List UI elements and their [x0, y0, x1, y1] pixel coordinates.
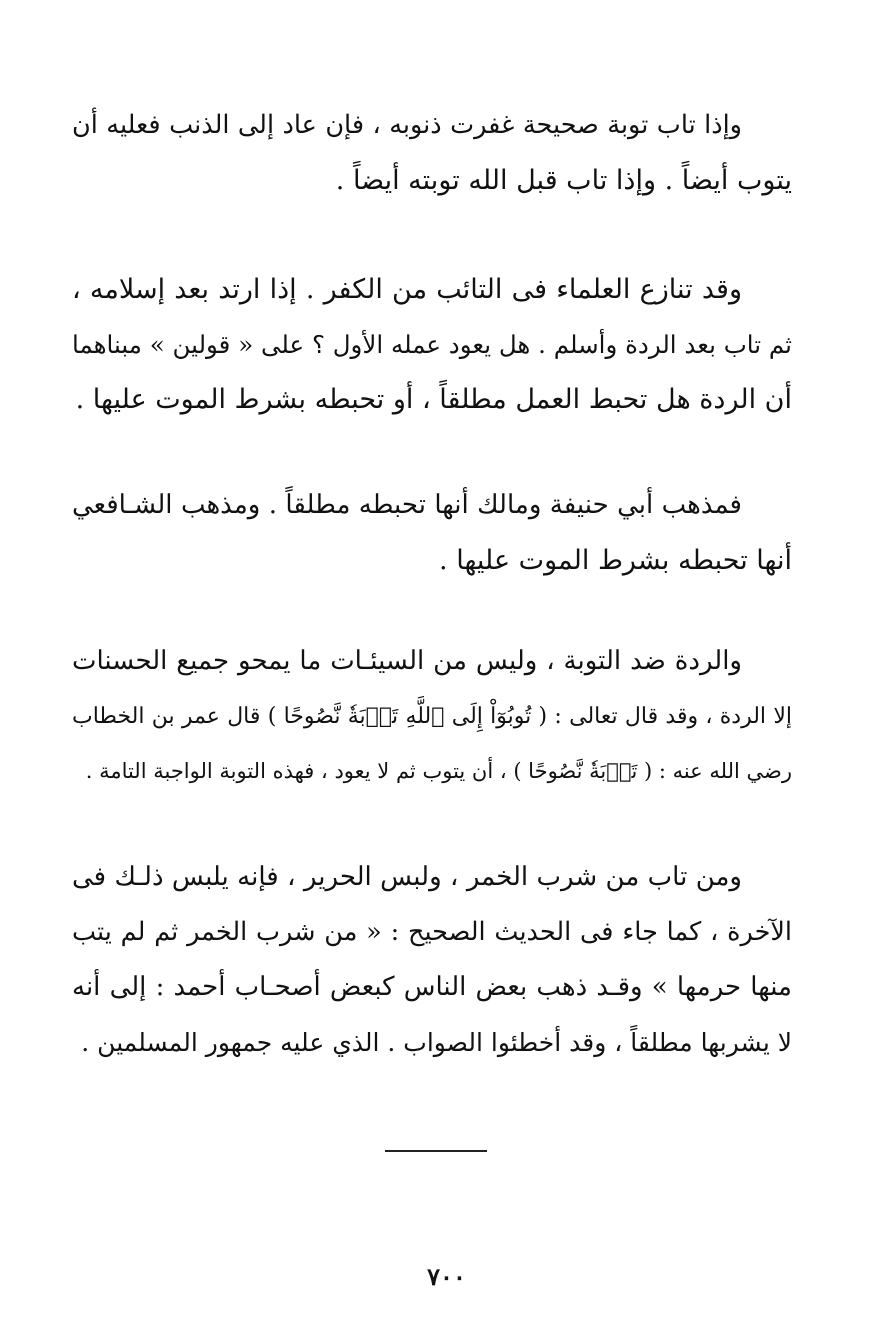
text-line: رضي الله عنه : ( تَوۡبَةٗ نَّصُوحًا ) ، أن يتوب ثم لا يعود ، فهذه التوبة الواجبة التامة . [85, 759, 792, 783]
text-line: منها حرمها » وقـد ذهب بعض الناس كبعض أصحـاب أحمد : إلى أنه [72, 972, 792, 1002]
paragraph [72, 98, 792, 208]
text-line: يتوب أيضاً . وإذا تاب قبل الله توبته أيضاً . [335, 165, 792, 196]
text-line: وقد تنازع العلماء فى التائب من الكفر . إذا ارتد بعد إسلامه ، [72, 274, 742, 305]
text-line: فمذهب أبي حنيفة ومالك أنها تحبطه مطلقاً . ومذهب الشـافعي [72, 490, 742, 520]
section-divider [385, 1150, 487, 1152]
text-line: لا يشربها مطلقاً ، وقد أخطئوا الصواب . الذي عليه جمهور المسلمين . [81, 1028, 792, 1057]
text-line: ومن تاب من شرب الخمر ، ولبس الحرير ، فإنه يلبس ذلـك فى [72, 862, 742, 892]
page-number: ٧٠٠ [427, 1262, 466, 1291]
paragraph [72, 850, 792, 1070]
text-line: والردة ضد التوبة ، وليس من السيئـات ما يمحو جميع الحسنات [72, 646, 742, 676]
text-line: أن الردة هل تحبط العمل مطلقاً ، أو تحبطه بشرط الموت عليها . [75, 384, 792, 415]
paragraph [72, 478, 792, 588]
paragraph [72, 634, 792, 799]
text-line: إلا الردة ، وقد قال تعالى : ( تُوبُوٓاْ إِلَى ٱللَّهِ تَوۡبَةٗ نَّصُوحًا ) قال عمر بن الخطاب [72, 704, 792, 729]
text-line: الآخرة ، كما جاء فى الحديث الصحيح : « من شرب الخمر ثم لم يتب [72, 917, 792, 947]
text-line: أنها تحبطه بشرط الموت عليها . [439, 545, 792, 576]
paragraph [72, 262, 792, 427]
text-line: وإذا تاب توبة صحيحة غفرت ذنوبه ، فإن عاد إلى الذنب فعليه أن [72, 110, 742, 140]
text-line: ثم تاب بعد الردة وأسلم . هل يعود عمله الأول ؟ على « قولين » مبناهما [72, 330, 792, 359]
